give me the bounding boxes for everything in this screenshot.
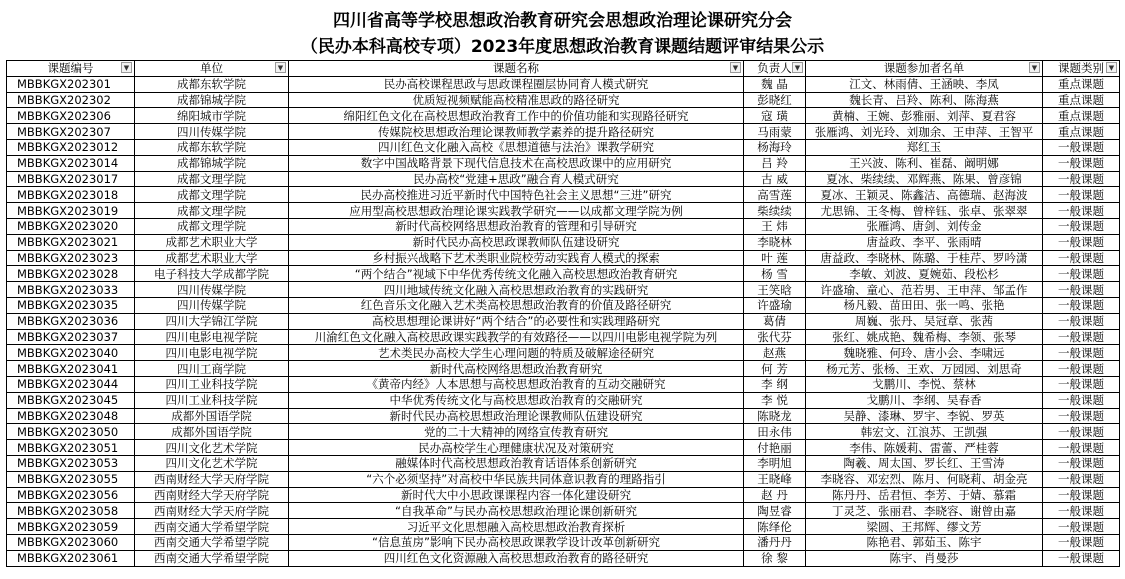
cell-unit: 四川工商学院 xyxy=(135,361,289,377)
cell-unit: 四川大学锦江学院 xyxy=(135,313,289,329)
filter-dropdown-icon[interactable]: ▼ xyxy=(1106,62,1117,73)
cell-project-name: 数字中国战略背景下现代信息技术在高校思政课中的应用研究 xyxy=(289,155,744,171)
cell-leader: 付艳丽 xyxy=(744,440,806,456)
cell-participants: 许盛瑜、童心、范若男、王申萍、邹孟作 xyxy=(806,282,1043,298)
cell-category: 一般课题 xyxy=(1043,471,1120,487)
cell-unit: 西南财经大学天府学院 xyxy=(135,471,289,487)
cell-category: 一般课题 xyxy=(1043,250,1120,266)
column-header-project-name xyxy=(289,61,744,77)
cell-leader: 柴续续 xyxy=(744,203,806,219)
cell-project-id: MBBKGX2023019 xyxy=(7,203,135,219)
table-row xyxy=(7,313,1120,329)
table-row xyxy=(7,392,1120,408)
cell-category: 一般课题 xyxy=(1043,171,1120,187)
cell-project-id: MBBKGX2023060 xyxy=(7,534,135,550)
cell-project-id: MBBKGX2023051 xyxy=(7,440,135,456)
table-row xyxy=(7,376,1120,392)
table-row xyxy=(7,76,1120,92)
cell-unit: 西南交通大学希望学院 xyxy=(135,550,289,566)
cell-leader: 杨 雪 xyxy=(744,266,806,282)
cell-leader: 徐 黎 xyxy=(744,550,806,566)
cell-project-name: 新时代民办高校思想政治理论课教师队伍建设研究 xyxy=(289,408,744,424)
table-row xyxy=(7,92,1120,108)
table-row xyxy=(7,408,1120,424)
cell-project-id: MBBKGX2023037 xyxy=(7,329,135,345)
cell-project-name: 四川地域传统文化融入高校思想政治教育的实践研究 xyxy=(289,282,744,298)
cell-unit: 四川工业科技学院 xyxy=(135,376,289,392)
cell-unit: 西南财经大学天府学院 xyxy=(135,487,289,503)
cell-category: 一般课题 xyxy=(1043,392,1120,408)
table-row xyxy=(7,155,1120,171)
cell-participants: 陈艳君、郭茹玉、陈宇 xyxy=(806,534,1043,550)
cell-participants: 李晓容、邓宏烈、陈月、何晓莉、胡金亮 xyxy=(806,471,1043,487)
cell-leader: 李 纲 xyxy=(744,376,806,392)
cell-project-id: MBBKGX2023035 xyxy=(7,297,135,313)
cell-participants: 戈鹏川、李悦、蔡林 xyxy=(806,376,1043,392)
cell-project-id: MBBKGX2023021 xyxy=(7,234,135,250)
cell-project-id: MBBKGX2023058 xyxy=(7,503,135,519)
cell-project-id: MBBKGX2023050 xyxy=(7,424,135,440)
cell-project-name: 优质短视频赋能高校精准思政的路径研究 xyxy=(289,92,744,108)
cell-unit: 成都锦城学院 xyxy=(135,92,289,108)
cell-leader: 潘丹丹 xyxy=(744,534,806,550)
cell-leader: 葛倩 xyxy=(744,313,806,329)
filter-dropdown-icon[interactable]: ▼ xyxy=(792,62,803,73)
table-row xyxy=(7,234,1120,250)
cell-category: 一般课题 xyxy=(1043,187,1120,203)
cell-participants: 杨元芳、张杨、王欢、万园园、刘思奇 xyxy=(806,361,1043,377)
cell-project-name: 应用型高校思想政治理论课实践教学研究——以成都文理学院为例 xyxy=(289,203,744,219)
cell-project-name: 四川红色文化融入高校《思想道德与法治》课教学研究 xyxy=(289,139,744,155)
cell-project-id: MBBKGX2023041 xyxy=(7,361,135,377)
cell-leader: 张代芬 xyxy=(744,329,806,345)
filter-dropdown-icon[interactable]: ▼ xyxy=(730,62,741,73)
results-table xyxy=(6,60,1120,567)
cell-participants: 张雁鸿、刘光玲、刘珈余、王申萍、王智平 xyxy=(806,124,1043,140)
cell-project-name: 传媒院校思想政治理论课教师教学素养的提升路径研究 xyxy=(289,124,744,140)
cell-participants: 夏冰、王颖灵、陈鑫洁、高德瑞、赵海波 xyxy=(806,187,1043,203)
cell-participants: 江文、林雨倩、王涵映、李凤 xyxy=(806,76,1043,92)
cell-category: 重点课题 xyxy=(1043,92,1120,108)
cell-unit: 四川工业科技学院 xyxy=(135,392,289,408)
cell-unit: 成都东软学院 xyxy=(135,139,289,155)
table-row xyxy=(7,329,1120,345)
cell-participants: 魏长青、吕羚、陈利、陈海燕 xyxy=(806,92,1043,108)
cell-unit: 四川文化艺术学院 xyxy=(135,440,289,456)
cell-leader: 叶 莲 xyxy=(744,250,806,266)
column-header-label: 负责人 xyxy=(757,61,792,76)
cell-participants: 郑红玉 xyxy=(806,139,1043,155)
cell-project-id: MBBKGX202307 xyxy=(7,124,135,140)
cell-participants: 黄楠、王婉、彭雅丽、刘萍、夏君容 xyxy=(806,108,1043,124)
cell-category: 一般课题 xyxy=(1043,424,1120,440)
cell-project-name: 民办高校推进习近平新时代中国特色社会主义思想“三进”研究 xyxy=(289,187,744,203)
cell-participants: 魏晓雅、何玲、唐小会、李啸远 xyxy=(806,345,1043,361)
column-header-label: 课题名称 xyxy=(493,61,539,76)
cell-project-name: 新时代高校网络思想政治教育的管理和引导研究 xyxy=(289,218,744,234)
cell-participants: 陶羲、周太国、罗长红、王雪涛 xyxy=(806,455,1043,471)
cell-project-name: 新时代高校网络思想政治教育研究 xyxy=(289,361,744,377)
column-header-unit xyxy=(135,61,289,77)
table-row xyxy=(7,455,1120,471)
cell-leader: 许盛瑜 xyxy=(744,297,806,313)
cell-leader: 陶昱睿 xyxy=(744,503,806,519)
cell-leader: 李晓林 xyxy=(744,234,806,250)
table-row xyxy=(7,361,1120,377)
cell-leader: 陈绎伦 xyxy=(744,519,806,535)
cell-participants: 吴静、漆琳、罗宇、李锐、罗英 xyxy=(806,408,1043,424)
filter-dropdown-icon[interactable]: ▼ xyxy=(275,62,286,73)
cell-participants: 唐益政、李晓林、陈璐、于桂芹、罗吟潇 xyxy=(806,250,1043,266)
column-header-participants xyxy=(806,61,1043,77)
cell-leader: 李明旭 xyxy=(744,455,806,471)
table-row xyxy=(7,534,1120,550)
cell-project-id: MBBKGX2023020 xyxy=(7,218,135,234)
cell-unit: 西南财经大学天府学院 xyxy=(135,503,289,519)
cell-leader: 杨海玲 xyxy=(744,139,806,155)
cell-leader: 赵燕 xyxy=(744,345,806,361)
cell-project-id: MBBKGX2023017 xyxy=(7,171,135,187)
cell-project-name: 川渝红色文化融入高校思政课实践教学的有效路径——以四川电影电视学院为列 xyxy=(289,329,744,345)
cell-project-id: MBBKGX2023061 xyxy=(7,550,135,566)
cell-category: 重点课题 xyxy=(1043,124,1120,140)
cell-project-id: MBBKGX2023045 xyxy=(7,392,135,408)
cell-project-id: MBBKGX2023040 xyxy=(7,345,135,361)
table-row xyxy=(7,266,1120,282)
cell-participants: 夏冰、柴续续、邓辉燕、陈果、曾彦锦 xyxy=(806,171,1043,187)
cell-unit: 成都东软学院 xyxy=(135,76,289,92)
cell-participants: 尤思锦、王冬梅、曾梓钰、张卓、张翠翠 xyxy=(806,203,1043,219)
cell-project-id: MBBKGX202302 xyxy=(7,92,135,108)
cell-category: 一般课题 xyxy=(1043,313,1120,329)
cell-participants: 陈丹丹、岳君恒、李芳、于婧、慕霜 xyxy=(806,487,1043,503)
cell-category: 一般课题 xyxy=(1043,266,1120,282)
column-header-leader xyxy=(744,61,806,77)
cell-leader: 王晓峰 xyxy=(744,471,806,487)
cell-participants: 周巍、张丹、吴冠章、张茜 xyxy=(806,313,1043,329)
cell-project-id: MBBKGX2023048 xyxy=(7,408,135,424)
cell-unit: 成都艺术职业大学 xyxy=(135,234,289,250)
cell-project-id: MBBKGX202306 xyxy=(7,108,135,124)
cell-category: 一般课题 xyxy=(1043,376,1120,392)
cell-category: 一般课题 xyxy=(1043,550,1120,566)
cell-leader: 李 悦 xyxy=(744,392,806,408)
cell-project-name: 党的二十大精神的网络宣传教育研究 xyxy=(289,424,744,440)
cell-category: 一般课题 xyxy=(1043,234,1120,250)
cell-category: 一般课题 xyxy=(1043,297,1120,313)
cell-category: 一般课题 xyxy=(1043,203,1120,219)
header-row xyxy=(7,61,1120,77)
column-header-project-id xyxy=(7,61,135,77)
cell-participants: 陈宇、肖曼莎 xyxy=(806,550,1043,566)
cell-category: 一般课题 xyxy=(1043,440,1120,456)
filter-dropdown-icon[interactable]: ▼ xyxy=(121,62,132,73)
cell-unit: 成都文理学院 xyxy=(135,203,289,219)
cell-project-name: 《黄帝内经》人本思想与高校思想政治教育的互动交融研究 xyxy=(289,376,744,392)
table-row xyxy=(7,424,1120,440)
cell-unit: 绵阳城市学院 xyxy=(135,108,289,124)
cell-leader: 古 威 xyxy=(744,171,806,187)
cell-project-name: 习近平文化思想融入高校思想政治教育探析 xyxy=(289,519,744,535)
table-row xyxy=(7,282,1120,298)
cell-project-name: 四川红色文化资源融入高校思想政治教育的路径研究 xyxy=(289,550,744,566)
cell-project-name: 绵阳红色文化在高校思想政治教育工作中的价值功能和实现路径研究 xyxy=(289,108,744,124)
cell-project-name: 民办高校“党建+思政”融合育人模式研究 xyxy=(289,171,744,187)
cell-unit: 四川传媒学院 xyxy=(135,124,289,140)
cell-unit: 成都外国语学院 xyxy=(135,408,289,424)
cell-category: 一般课题 xyxy=(1043,519,1120,535)
table-row xyxy=(7,440,1120,456)
cell-project-name: 民办高校课程思政与思政课程圈层协同育人模式研究 xyxy=(289,76,744,92)
cell-project-name: “两个结合”视域下中华优秀传统文化融入高校思想政治教育研究 xyxy=(289,266,744,282)
cell-project-name: “信息茧房”影响下民办高校思政课教学设计改革创新研究 xyxy=(289,534,744,550)
cell-unit: 成都文理学院 xyxy=(135,171,289,187)
cell-unit: 西南交通大学希望学院 xyxy=(135,519,289,535)
cell-unit: 四川电影电视学院 xyxy=(135,345,289,361)
cell-category: 一般课题 xyxy=(1043,455,1120,471)
cell-project-id: MBBKGX2023055 xyxy=(7,471,135,487)
table-row xyxy=(7,171,1120,187)
cell-unit: 成都文理学院 xyxy=(135,218,289,234)
cell-unit: 成都外国语学院 xyxy=(135,424,289,440)
cell-project-name: 艺术类民办高校大学生心理问题的特质及破解途径研究 xyxy=(289,345,744,361)
filter-dropdown-icon[interactable]: ▼ xyxy=(1029,62,1040,73)
cell-project-id: MBBKGX2023033 xyxy=(7,282,135,298)
table-row xyxy=(7,218,1120,234)
cell-project-id: MBBKGX2023018 xyxy=(7,187,135,203)
cell-unit: 四川传媒学院 xyxy=(135,297,289,313)
table-row xyxy=(7,297,1120,313)
cell-participants: 李敏、刘波、夏婉茹、段松杉 xyxy=(806,266,1043,282)
cell-leader: 魏 晶 xyxy=(744,76,806,92)
cell-category: 一般课题 xyxy=(1043,139,1120,155)
cell-participants: 杨凡毅、苗田田、张一鸣、张艳 xyxy=(806,297,1043,313)
cell-unit: 成都锦城学院 xyxy=(135,155,289,171)
table-row xyxy=(7,471,1120,487)
page-title-line-1: 四川省高等学校思想政治教育研究会思想政治理论课研究分会 xyxy=(333,11,792,31)
cell-project-id: MBBKGX2023053 xyxy=(7,455,135,471)
cell-participants: 唐益政、李平、张雨晴 xyxy=(806,234,1043,250)
cell-leader: 王笑晗 xyxy=(744,282,806,298)
cell-category: 一般课题 xyxy=(1043,534,1120,550)
cell-project-id: MBBKGX202301 xyxy=(7,76,135,92)
cell-project-id: MBBKGX2023014 xyxy=(7,155,135,171)
cell-leader: 彭晓红 xyxy=(744,92,806,108)
column-header-label: 课题编号 xyxy=(47,61,94,76)
cell-project-id: MBBKGX2023059 xyxy=(7,519,135,535)
cell-unit: 四川文化艺术学院 xyxy=(135,455,289,471)
cell-leader: 赵 丹 xyxy=(744,487,806,503)
cell-category: 一般课题 xyxy=(1043,408,1120,424)
cell-project-name: 新时代大中小思政课课程内容一体化建设研究 xyxy=(289,487,744,503)
cell-project-id: MBBKGX2023044 xyxy=(7,376,135,392)
page-title-line-2: （民办本科高校专项）2023年度思想政治教育课题结题评审结果公示 xyxy=(300,37,825,57)
cell-unit: 成都艺术职业大学 xyxy=(135,250,289,266)
cell-project-name: 乡村振兴战略下艺术类职业院校劳动实践育人模式的探索 xyxy=(289,250,744,266)
cell-category: 重点课题 xyxy=(1043,76,1120,92)
table-row xyxy=(7,345,1120,361)
table-row xyxy=(7,250,1120,266)
cell-participants: 李伟、陈媛莉、雷蕾、严桂蓉 xyxy=(806,440,1043,456)
cell-category: 一般课题 xyxy=(1043,487,1120,503)
cell-project-id: MBBKGX2023012 xyxy=(7,139,135,155)
cell-project-name: 高校思想理论课讲好“两个结合”的必要性和实践理路研究 xyxy=(289,313,744,329)
table-row xyxy=(7,550,1120,566)
cell-project-name: 中华优秀传统文化与高校思想政治教育的交融研究 xyxy=(289,392,744,408)
cell-participants: 戈鹏川、李纲、吴春香 xyxy=(806,392,1043,408)
table-row xyxy=(7,203,1120,219)
cell-category: 一般课题 xyxy=(1043,282,1120,298)
cell-unit: 电子科技大学成都学院 xyxy=(135,266,289,282)
cell-project-id: MBBKGX2023036 xyxy=(7,313,135,329)
cell-leader: 田永伟 xyxy=(744,424,806,440)
table-row xyxy=(7,503,1120,519)
table-row xyxy=(7,108,1120,124)
cell-project-id: MBBKGX2023056 xyxy=(7,487,135,503)
cell-leader: 寇 璜 xyxy=(744,108,806,124)
cell-participants: 王兴波、陈利、崔磊、阚明娜 xyxy=(806,155,1043,171)
cell-leader: 陈晓龙 xyxy=(744,408,806,424)
cell-category: 重点课题 xyxy=(1043,108,1120,124)
cell-unit: 四川电影电视学院 xyxy=(135,329,289,345)
column-header-category xyxy=(1043,61,1120,77)
cell-leader: 王 炜 xyxy=(744,218,806,234)
cell-unit: 西南交通大学希望学院 xyxy=(135,534,289,550)
cell-project-name: “六个必须坚持”对高校中华民族共同体意识教育的理路指引 xyxy=(289,471,744,487)
cell-project-id: MBBKGX2023023 xyxy=(7,250,135,266)
cell-leader: 吕 羚 xyxy=(744,155,806,171)
cell-category: 一般课题 xyxy=(1043,345,1120,361)
cell-leader: 高雪莲 xyxy=(744,187,806,203)
cell-project-name: 融媒体时代高校思想政治教育话语体系创新研究 xyxy=(289,455,744,471)
cell-category: 一般课题 xyxy=(1043,329,1120,345)
cell-project-name: 新时代民办高校思政课教师队伍建设研究 xyxy=(289,234,744,250)
cell-project-name: “自我革命”与民办高校思想政治理论课创新研究 xyxy=(289,503,744,519)
cell-participants: 张雁鸿、唐剑、刘传金 xyxy=(806,218,1043,234)
table-body xyxy=(7,76,1120,566)
cell-participants: 梁圆、王邦辉、缪文芳 xyxy=(806,519,1043,535)
cell-unit: 四川传媒学院 xyxy=(135,282,289,298)
table-row xyxy=(7,487,1120,503)
cell-category: 一般课题 xyxy=(1043,503,1120,519)
cell-project-name: 民办高校学生心理健康状况及对策研究 xyxy=(289,440,744,456)
table-row xyxy=(7,187,1120,203)
table-row xyxy=(7,139,1120,155)
column-header-label: 课题参加者名单 xyxy=(883,61,965,76)
table-row xyxy=(7,124,1120,140)
cell-leader: 马雨蒙 xyxy=(744,124,806,140)
column-header-label: 课题类别 xyxy=(1058,61,1104,76)
cell-participants: 张红、姚成艳、魏希梅、李领、张琴 xyxy=(806,329,1043,345)
table-row xyxy=(7,519,1120,535)
cell-category: 一般课题 xyxy=(1043,218,1120,234)
cell-project-id: MBBKGX2023028 xyxy=(7,266,135,282)
cell-leader: 何 芳 xyxy=(744,361,806,377)
cell-participants: 丁灵芝、张丽君、李晓容、谢曾由嘉 xyxy=(806,503,1043,519)
cell-unit: 成都文理学院 xyxy=(135,187,289,203)
cell-participants: 韩宏文、江浪苏、王凯强 xyxy=(806,424,1043,440)
cell-category: 一般课题 xyxy=(1043,155,1120,171)
cell-category: 一般课题 xyxy=(1043,361,1120,377)
cell-project-name: 红色音乐文化融入艺术类高校思想政治教育的价值及路径研究 xyxy=(289,297,744,313)
column-header-label: 单位 xyxy=(200,61,223,76)
